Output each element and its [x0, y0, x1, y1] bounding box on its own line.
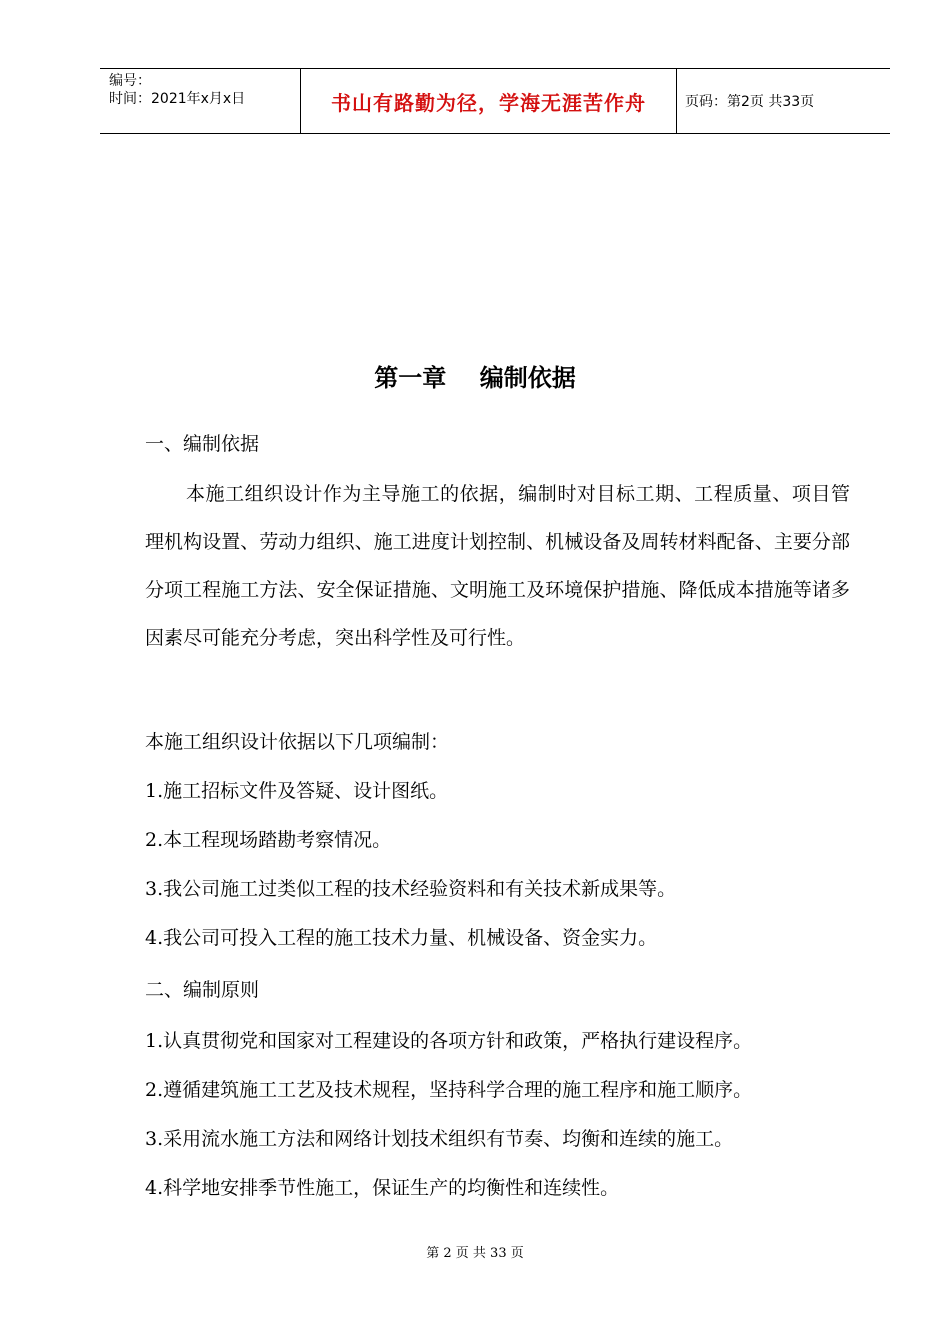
basis-item-2: 2.本工程现场踏勘考察情况。 [145, 829, 392, 851]
header-meta [100, 69, 301, 133]
basis-item-4: 4.我公司可投入工程的施工技术力量、机械设备、资金实力。 [145, 927, 658, 949]
basis-item-3: 3.我公司施工过类似工程的技术经验资料和有关技术新成果等。 [145, 878, 677, 900]
header-time-label: 时间：2021年x月x日 [109, 91, 246, 107]
section-heading-principles: 二、编制原则 [145, 979, 260, 1001]
basis-intro: 本施工组织设计依据以下几项编制： [145, 731, 450, 753]
header-number-label: 编号： [109, 73, 151, 89]
principle-item-1: 1.认真贯彻党和国家对工程建设的各项方针和政策，严格执行建设程序。 [145, 1030, 753, 1052]
header-page-info: 页码：第2页 共33页 [685, 94, 815, 110]
section-heading-basis: 一、编制依据 [145, 433, 260, 455]
header-motto: 书山有路勤为径，学海无涯苦作舟 [301, 69, 677, 133]
principle-item-3: 3.采用流水施工方法和网络计划技术组织有节奏、均衡和连续的施工。 [145, 1128, 734, 1150]
page-header [100, 68, 890, 134]
page-footer: 第 2 页 共 33 页 [426, 1246, 524, 1261]
chapter-title: 第一章 编制依据 [374, 364, 576, 392]
principle-item-2: 2.遵循建筑施工工艺及技术规程，坚持科学合理的施工程序和施工顺序。 [145, 1079, 753, 1101]
basis-item-1: 1.施工招标文件及答疑、设计图纸。 [145, 780, 449, 802]
basis-paragraph: 本施工组织设计作为主导施工的依据，编制时对目标工期、工程质量、项目管理机构设置、劳动力组织、施工进度计划控制、机械设备及周转材料配备、主要分部分项工程施工方法、安全保证措施、文明施工及环境保护措施、降低成本措施等诸多因素尽可能充分考虑，突出科学性及可行性。 [145, 483, 850, 649]
principle-item-4: 4.科学地安排季节性施工，保证生产的均衡性和连续性。 [145, 1177, 620, 1199]
